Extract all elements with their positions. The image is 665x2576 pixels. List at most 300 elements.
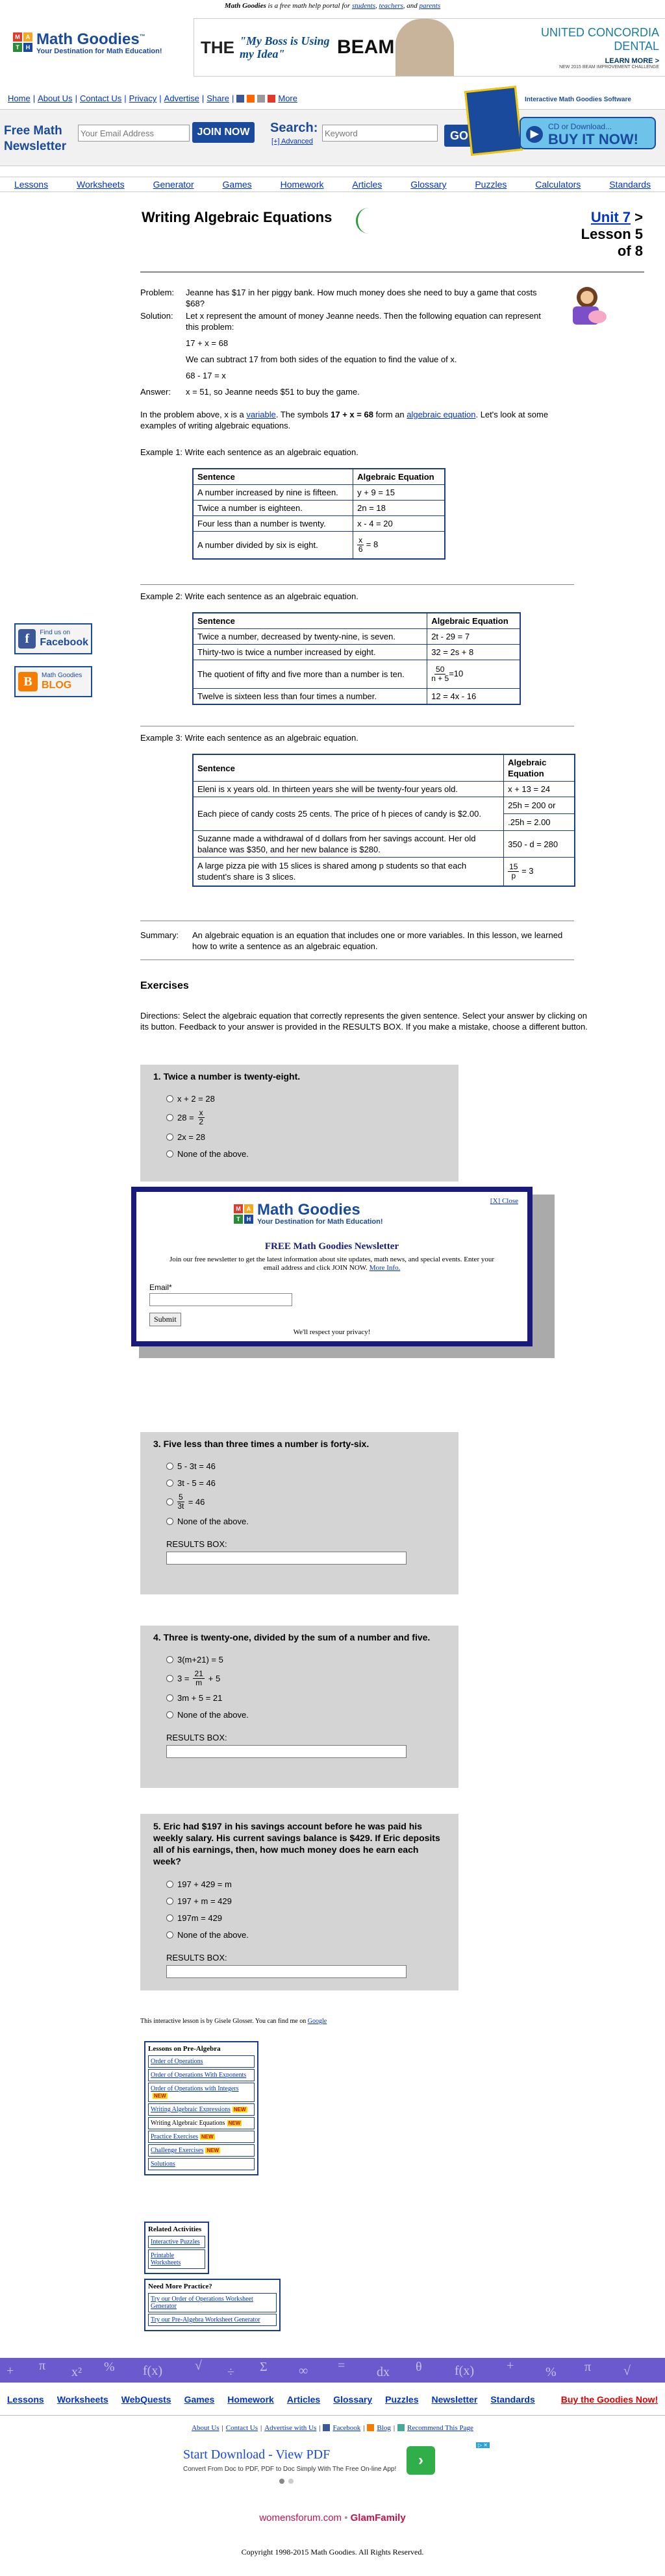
table-cell bbox=[504, 858, 575, 886]
radio-button[interactable] bbox=[166, 1463, 173, 1470]
bottom-menu-articles[interactable]: Articles bbox=[286, 2394, 321, 2405]
practice-link[interactable]: Try our Pre-Algebra Worksheet Generator bbox=[148, 2314, 277, 2326]
lesson-of-total: of 8 bbox=[617, 243, 643, 259]
footer-about-link[interactable]: About Us bbox=[192, 2424, 220, 2432]
lesson-link[interactable]: Solutions bbox=[148, 2158, 255, 2170]
related-activities-box bbox=[144, 2222, 209, 2274]
exercise-3-question: 3. Five less than three times a number is forty-six. bbox=[153, 1439, 370, 1449]
table-cell: Each piece of candy costs 25 cents. The price of h pieces of candy is $2.00. bbox=[193, 797, 504, 831]
site-logo[interactable] bbox=[13, 29, 162, 55]
unit-arrow: > bbox=[631, 209, 643, 225]
facebook-button[interactable] bbox=[14, 623, 92, 654]
newsletter-title bbox=[4, 123, 66, 155]
blog-icon bbox=[367, 2424, 374, 2431]
footer-advertise-link[interactable]: Advertise with Us bbox=[264, 2424, 317, 2432]
ad-quote: "My Boss is Using my Idea" bbox=[240, 34, 330, 60]
modal-email-input[interactable] bbox=[149, 1293, 292, 1306]
option-label: + 5 bbox=[208, 1674, 221, 1683]
newsletter-modal bbox=[131, 1187, 533, 1346]
newsletter-title-line1: Free Math bbox=[4, 124, 62, 138]
software-box-image[interactable] bbox=[464, 86, 523, 156]
variable-link[interactable]: variable bbox=[246, 410, 276, 419]
example-1 bbox=[140, 447, 574, 560]
frac-num: 15 bbox=[509, 861, 518, 871]
footer-recommend-link[interactable]: Recommend This Page bbox=[407, 2424, 473, 2432]
related-heading: Related Activities bbox=[148, 2225, 202, 2233]
intro-paragraph bbox=[140, 409, 556, 431]
svg-text:=: = bbox=[338, 2359, 345, 2373]
table-row bbox=[193, 858, 575, 886]
google-link[interactable]: Google bbox=[307, 2018, 327, 2025]
blog-icon: B bbox=[18, 672, 38, 691]
answer-text: x = 51, so Jeanne needs $51 to buy the game. bbox=[186, 387, 360, 397]
option-label: None of the above. bbox=[177, 1929, 249, 1940]
frac-den: 3t bbox=[177, 1502, 184, 1511]
womensforum-link[interactable]: womensforum.com bbox=[259, 2512, 342, 2523]
logo-title: Math Goodies bbox=[36, 31, 140, 48]
tagline-parents-link[interactable]: parents bbox=[419, 2, 441, 10]
exercise-1-option-c[interactable] bbox=[166, 1130, 445, 1143]
ad-sponsor-line1: UNITED CONCORDIA bbox=[540, 25, 659, 39]
fraction bbox=[193, 1670, 204, 1687]
advanced-search-link[interactable]: [+] Advanced bbox=[271, 138, 313, 145]
option-label: 3m + 5 = 21 bbox=[177, 1692, 223, 1703]
lesson-link[interactable]: Order of Operations with Integers bbox=[151, 2085, 239, 2092]
author-credit bbox=[140, 2018, 327, 2025]
buy-it-now-button[interactable] bbox=[520, 117, 656, 149]
lesson-link[interactable]: Order of Operations With Exponents bbox=[148, 2069, 255, 2081]
problem-section bbox=[140, 287, 556, 431]
footer-contact-link[interactable]: Contact Us bbox=[225, 2424, 258, 2432]
blog-line2: BLOG bbox=[42, 680, 72, 691]
table-cell: 12 = 4x - 16 bbox=[427, 689, 520, 705]
table-cell: Thirty-two is twice a number increased by eight. bbox=[193, 645, 427, 660]
radio-button[interactable] bbox=[166, 1133, 173, 1141]
summary bbox=[140, 930, 574, 952]
nav-share-link[interactable]: Share bbox=[207, 93, 229, 103]
nav-more-link[interactable]: More bbox=[278, 93, 297, 103]
nav-advertise-link[interactable]: Advertise bbox=[164, 93, 199, 103]
exercise-3-option-b[interactable] bbox=[166, 1476, 445, 1489]
radio-button[interactable] bbox=[166, 1518, 173, 1525]
logo-subtitle: Your Destination for Math Education! bbox=[36, 47, 162, 55]
credit-text: This interactive lesson is by Gisele Glosser. You can find me on bbox=[140, 2018, 308, 2025]
eq-rest: = 3 bbox=[521, 865, 534, 876]
table-cell: x - 4 = 20 bbox=[353, 516, 445, 532]
exercise-4-option-b[interactable] bbox=[166, 1670, 445, 1687]
table-row bbox=[193, 645, 520, 660]
table-cell: 2t - 29 = 7 bbox=[427, 629, 520, 645]
radio-button[interactable] bbox=[166, 1114, 173, 1121]
table-cell: A number divided by six is eight. bbox=[193, 532, 353, 559]
nav-about-link[interactable]: About Us bbox=[38, 93, 73, 103]
modal-privacy-note: We'll respect your privacy! bbox=[293, 1328, 371, 1336]
exercise-4-option-d[interactable] bbox=[166, 1708, 445, 1721]
facebook-line1: Find us on bbox=[40, 629, 71, 636]
svg-text:dx: dx bbox=[377, 2365, 390, 2379]
practice-heading: Need More Practice? bbox=[148, 2283, 212, 2290]
logo-squares-icon: M A T H bbox=[234, 1204, 253, 1224]
radio-button[interactable] bbox=[166, 1656, 173, 1663]
fraction bbox=[508, 863, 519, 880]
partner-network: womensforum.com • GlamFamily bbox=[259, 2512, 406, 2523]
exercise-1 bbox=[140, 1065, 458, 1182]
tagline-text: is a free math help portal for bbox=[266, 2, 352, 10]
frac-num: x bbox=[199, 1108, 203, 1117]
copyright: Copyright 1998-2015 Math Goodies. All Rights Reserved. bbox=[241, 2547, 424, 2557]
practice-link[interactable]: Try our Order of Operations Worksheet Generator bbox=[148, 2293, 277, 2312]
footer-ad-title[interactable]: Start Download - View PDF bbox=[183, 2447, 331, 2462]
radio-button[interactable] bbox=[166, 1095, 173, 1102]
chevron-right-icon[interactable]: › bbox=[407, 2446, 435, 2475]
frac-den: p bbox=[511, 871, 516, 880]
table-row bbox=[193, 629, 520, 645]
radio-button[interactable] bbox=[166, 1498, 173, 1505]
example-1-table bbox=[192, 468, 445, 560]
fraction bbox=[357, 536, 364, 554]
tagline-brand: Math Goodies bbox=[224, 2, 266, 10]
svg-text:π: π bbox=[39, 2359, 46, 2373]
email-icon[interactable] bbox=[257, 95, 265, 103]
footer-blog-link[interactable]: Blog bbox=[377, 2424, 391, 2432]
menu-glossary[interactable]: Glossary bbox=[410, 179, 447, 190]
footer-ad[interactable] bbox=[175, 2441, 490, 2485]
svg-text:÷: ÷ bbox=[227, 2365, 234, 2379]
facebook-icon[interactable] bbox=[236, 95, 244, 103]
table-row bbox=[193, 660, 520, 689]
table-cell: Suzanne made a withdrawal of d dollars from her savings account. Her old balance was $350, and her new balance is $280. bbox=[193, 831, 504, 858]
table-cell: Eleni is x years old. In thirteen years she will be twenty-four years old. bbox=[193, 782, 504, 797]
example-3-label: Example 3: bbox=[140, 733, 183, 743]
bottom-menu-puzzles[interactable]: Puzzles bbox=[385, 2394, 419, 2405]
lesson-link-with-badge[interactable] bbox=[148, 2103, 255, 2116]
ad-fineprint: NEW 2015 BEAM IMPROVEMENT CHALLENGE bbox=[559, 64, 659, 69]
radio-button[interactable] bbox=[166, 1881, 173, 1888]
exercise-1-question: 1. Twice a number is twenty-eight. bbox=[153, 1071, 301, 1082]
related-link[interactable]: Printable Worksheets bbox=[148, 2249, 205, 2269]
lesson-link-with-badge[interactable] bbox=[148, 2144, 255, 2157]
example-3-prompt: Write each sentence as an algebraic equation. bbox=[184, 733, 358, 743]
exercise-1-option-d[interactable] bbox=[166, 1147, 445, 1160]
answer-label: Answer: bbox=[140, 387, 171, 397]
equation-2: 68 - 17 = x bbox=[186, 371, 226, 380]
solution-text: Let x represent the amount of money Jeanne needs. Then the following equation can represent this problem: bbox=[186, 311, 541, 332]
radio-button[interactable] bbox=[166, 1711, 173, 1718]
fraction bbox=[198, 1109, 205, 1126]
title-decoration-icon bbox=[356, 208, 369, 234]
solution-label: Solution: bbox=[140, 311, 173, 321]
table-header: Algebraic Equation bbox=[427, 613, 520, 629]
bottom-menu-newsletter[interactable]: Newsletter bbox=[431, 2394, 478, 2405]
fraction bbox=[177, 1493, 184, 1511]
search-go-button[interactable]: GO bbox=[444, 125, 474, 147]
modal-submit-button[interactable]: Submit bbox=[149, 1313, 181, 1326]
modal-close-button[interactable]: [X] Close bbox=[490, 1197, 518, 1205]
page-title: Writing Algebraic Equations bbox=[142, 209, 332, 225]
menu-lessons[interactable]: Lessons bbox=[14, 179, 49, 190]
table-cell: Four less than a number is twenty. bbox=[193, 516, 353, 532]
table-cell: The quotient of fifty and five more than a number is ten. bbox=[193, 660, 427, 689]
table-header: Sentence bbox=[193, 469, 353, 485]
intro-b: . The symbols bbox=[275, 410, 331, 419]
exercise-4-question: 4. Three is twenty-one, divided by the sum of a number and five. bbox=[153, 1632, 431, 1642]
option-label: 28 = bbox=[177, 1113, 194, 1122]
lesson-link[interactable]: Practice Exercises bbox=[151, 2133, 199, 2140]
svg-text:+: + bbox=[6, 2364, 14, 2378]
recommend-icon bbox=[397, 2424, 405, 2431]
tagline-teachers-link[interactable]: teachers bbox=[379, 2, 403, 10]
table-row bbox=[193, 782, 575, 797]
table-cell: y + 9 = 15 bbox=[353, 485, 445, 501]
unit-link[interactable]: Unit 7 bbox=[590, 209, 631, 225]
bottom-menu bbox=[0, 2394, 665, 2405]
carousel-dot[interactable] bbox=[288, 2479, 294, 2484]
math-symbols-decoration bbox=[0, 2358, 665, 2383]
lesson-link-with-badge[interactable] bbox=[148, 2131, 255, 2143]
option-label: 2x = 28 bbox=[177, 1132, 206, 1142]
exercise-3-option-a[interactable] bbox=[166, 1459, 445, 1472]
lesson-current: Writing Algebraic Equations bbox=[151, 2120, 225, 2127]
svg-text:f(x): f(x) bbox=[143, 2364, 162, 2378]
table-cell bbox=[427, 660, 520, 689]
facebook-icon: f bbox=[18, 629, 36, 649]
new-badge: NEW bbox=[154, 2093, 166, 2099]
menu-puzzles[interactable]: Puzzles bbox=[475, 179, 507, 190]
join-now-button[interactable]: JOIN NOW bbox=[192, 122, 255, 143]
rss-icon[interactable] bbox=[247, 95, 255, 103]
search-keyword-input[interactable] bbox=[322, 125, 438, 142]
solution-text-2: We can subtract 17 from both sides of the equation to find the value of x. bbox=[186, 354, 457, 364]
menu-worksheets[interactable]: Worksheets bbox=[77, 179, 125, 190]
table-row bbox=[193, 501, 445, 516]
frac-den: n + 5 bbox=[431, 674, 449, 683]
logo-squares-icon: M A T H bbox=[13, 32, 32, 52]
lesson-position bbox=[571, 209, 643, 260]
exercise-5 bbox=[140, 1814, 458, 1990]
table-cell: Twice a number is eighteen. bbox=[193, 501, 353, 516]
exercises-heading: Exercises bbox=[140, 980, 189, 991]
bottom-menu-lessons[interactable]: Lessons bbox=[6, 2394, 44, 2405]
radio-button[interactable] bbox=[166, 1898, 173, 1905]
table-cell bbox=[504, 797, 575, 831]
exercise-5-option-b[interactable] bbox=[166, 1894, 445, 1907]
svg-text:x²: x² bbox=[71, 2365, 82, 2379]
frac-den: 2 bbox=[199, 1117, 204, 1126]
exercise-5-option-d[interactable] bbox=[166, 1928, 445, 1941]
tagline-students-link[interactable]: students bbox=[351, 2, 376, 10]
svg-text:∞: ∞ bbox=[299, 2364, 308, 2378]
bottom-menu-webquests[interactable]: WebQuests bbox=[121, 2394, 171, 2405]
svg-text:√: √ bbox=[195, 2359, 202, 2373]
top-tagline: Math Goodies is a free math help portal for students, teachers, and parents bbox=[224, 2, 441, 10]
svg-text:π: π bbox=[584, 2360, 592, 2374]
table-row bbox=[193, 532, 445, 559]
table-cell: 32 = 2s + 8 bbox=[427, 645, 520, 660]
lesson-link[interactable]: Writing Algebraic Expressions bbox=[151, 2106, 231, 2113]
nav-home-link[interactable]: Home bbox=[8, 93, 31, 103]
radio-button[interactable] bbox=[166, 1150, 173, 1158]
related-link[interactable]: Interactive Puzzles bbox=[148, 2236, 205, 2248]
menu-homework[interactable]: Homework bbox=[280, 179, 324, 190]
cd-download-label: CD or Download... bbox=[548, 122, 612, 131]
intro-c: form an bbox=[373, 410, 407, 419]
exercise-1-option-a[interactable] bbox=[166, 1092, 445, 1105]
frac-num: 5 bbox=[179, 1492, 183, 1502]
option-label: 197m = 429 bbox=[177, 1913, 223, 1923]
bottom-menu-worksheets[interactable]: Worksheets bbox=[56, 2394, 108, 2405]
option-label: 3t - 5 = 46 bbox=[177, 1478, 216, 1488]
option-label: None of the above. bbox=[177, 1516, 249, 1526]
candy-eq-alt: .25h = 2.00 bbox=[508, 817, 551, 827]
exercise-3 bbox=[140, 1432, 458, 1594]
lesson-number: Lesson 5 bbox=[581, 226, 643, 242]
table-cell: x + 13 = 24 bbox=[504, 782, 575, 797]
radio-button[interactable] bbox=[166, 1931, 173, 1938]
radio-button[interactable] bbox=[166, 1675, 173, 1682]
modal-title: FREE Math Goodies Newsletter bbox=[264, 1241, 399, 1252]
facebook-line2: Facebook bbox=[40, 637, 88, 648]
modal-logo-subtitle: Your Destination for Math Education! bbox=[257, 1218, 383, 1226]
top-ad-banner[interactable] bbox=[194, 18, 665, 77]
exercise-3-option-c[interactable] bbox=[166, 1493, 445, 1511]
results-box[interactable] bbox=[166, 1965, 407, 1978]
option-label: 5 - 3t = 46 bbox=[177, 1461, 216, 1471]
bottom-menu-homework[interactable]: Homework bbox=[227, 2394, 274, 2405]
svg-text:f(x): f(x) bbox=[455, 2364, 474, 2378]
menu-standards[interactable]: Standards bbox=[609, 179, 651, 190]
svg-text:%: % bbox=[546, 2365, 557, 2379]
table-row bbox=[193, 797, 575, 831]
radio-button[interactable] bbox=[166, 1480, 173, 1487]
option-label: x + 2 = 28 bbox=[177, 1093, 215, 1104]
option-label: None of the above. bbox=[177, 1709, 249, 1720]
nav-contact-link[interactable]: Contact Us bbox=[79, 93, 122, 103]
radio-button[interactable] bbox=[166, 1914, 173, 1922]
table-cell bbox=[353, 532, 445, 559]
modal-logo-title: Math Goodies bbox=[257, 1201, 360, 1219]
table-cell: 350 - d = 280 bbox=[504, 831, 575, 858]
frac-den: 6 bbox=[358, 544, 363, 554]
modal-text bbox=[162, 1256, 501, 1272]
new-badge: NEW bbox=[207, 2148, 220, 2153]
menu-generator[interactable]: Generator bbox=[153, 179, 194, 190]
bottom-menu-standards[interactable]: Standards bbox=[490, 2394, 535, 2405]
problem-label: Problem: bbox=[140, 288, 175, 297]
option-label: 197 + m = 429 bbox=[177, 1896, 232, 1906]
nav-privacy-link[interactable]: Privacy bbox=[129, 93, 157, 103]
menu-articles[interactable]: Articles bbox=[352, 179, 383, 190]
section-divider bbox=[140, 584, 574, 585]
exercise-4-option-c[interactable] bbox=[166, 1691, 445, 1704]
intro-d: . Let's look at some examples of writing algebraic equations. bbox=[140, 410, 549, 430]
ad-choices-icon[interactable]: ▷ ✕ bbox=[476, 2442, 490, 2448]
menu-calculators[interactable]: Calculators bbox=[535, 179, 581, 190]
bottom-menu-games[interactable]: Games bbox=[184, 2394, 215, 2405]
results-box[interactable] bbox=[166, 1552, 407, 1565]
exercise-1-option-b[interactable] bbox=[166, 1109, 445, 1126]
summary-label: Summary: bbox=[140, 930, 179, 940]
eq-rest: =10 bbox=[449, 668, 464, 678]
exercise-5-question: 5. Eric had $197 in his savings account before he was paid his weekly salary. His current savings balance is $429. If Eric deposits all of his earnings, then, how much money does he earn each week? bbox=[153, 1821, 440, 1866]
results-box[interactable] bbox=[166, 1745, 407, 1758]
modal-more-info-link[interactable]: More Info. bbox=[369, 1264, 401, 1272]
bottom-buy-link[interactable]: Buy the Goodies Now! bbox=[560, 2394, 659, 2405]
ad-the: THE bbox=[201, 37, 234, 57]
option-label: 3(m+21) = 5 bbox=[177, 1654, 223, 1665]
equation-1: 17 + x = 68 bbox=[186, 338, 229, 348]
exercise-5-option-c[interactable] bbox=[166, 1911, 445, 1924]
footer-ad-subtitle: Convert From Doc to PDF, PDF to Doc Simply With The Free On-line App! bbox=[183, 2466, 397, 2473]
top-nav: Home | About Us | Contact Us | Privacy | Advertise | Share | More bbox=[8, 93, 297, 103]
intro-symbols: 17 + x = 68 bbox=[331, 410, 373, 419]
lessons-heading: Lessons on Pre-Algebra bbox=[148, 2045, 221, 2053]
table-cell: 2n = 18 bbox=[353, 501, 445, 516]
example-2 bbox=[140, 591, 574, 705]
exercise-3-option-d[interactable] bbox=[166, 1515, 445, 1528]
lesson-current-with-badge bbox=[148, 2117, 255, 2129]
intro-a: In the problem above, x is a bbox=[140, 410, 247, 419]
eq-rest: = 8 bbox=[366, 539, 379, 549]
new-badge: NEW bbox=[201, 2134, 214, 2140]
ad-learn-more[interactable]: LEARN MORE > bbox=[605, 56, 659, 65]
option-label: 197 + 429 = m bbox=[177, 1879, 232, 1889]
newsletter-email-input[interactable] bbox=[78, 125, 190, 142]
blog-button[interactable] bbox=[14, 666, 92, 697]
table-cell: A number increased by nine is fifteen. bbox=[193, 485, 353, 501]
table-row bbox=[193, 831, 575, 858]
play-icon: ▶ bbox=[526, 126, 543, 143]
bottom-menu-glossary[interactable]: Glossary bbox=[333, 2394, 373, 2405]
example-3-table bbox=[192, 754, 575, 887]
table-cell: Twice a number, decreased by twenty-nine, is seven. bbox=[193, 629, 427, 645]
lesson-link[interactable]: Challenge Exercises bbox=[151, 2147, 204, 2154]
girl-piggy-bank-image bbox=[566, 287, 608, 328]
table-header: Algebraic Equation bbox=[353, 469, 445, 485]
option-label: = 46 bbox=[188, 1497, 205, 1507]
svg-text:√: √ bbox=[623, 2364, 631, 2378]
pre-algebra-lessons-box bbox=[144, 2041, 258, 2175]
carousel-dot[interactable] bbox=[279, 2479, 284, 2484]
frac-num: 50 bbox=[436, 665, 445, 674]
ad-brand: BEAM bbox=[337, 36, 395, 58]
results-label: RESULTS BOX: bbox=[166, 1733, 227, 1742]
example-2-table bbox=[192, 612, 521, 705]
exercise-5-option-a[interactable] bbox=[166, 1877, 445, 1890]
footer-links: About Us | Contact Us | Advertise with Us | Facebook | Blog | Recommend This Page bbox=[192, 2424, 473, 2432]
new-badge: NEW bbox=[228, 2120, 241, 2126]
glamfamily-link[interactable]: GlamFamily bbox=[350, 2512, 406, 2523]
svg-text:θ: θ bbox=[416, 2360, 422, 2374]
option-label: 3 = bbox=[177, 1674, 190, 1683]
facebook-icon bbox=[323, 2424, 330, 2431]
logo-tm: ™ bbox=[139, 33, 145, 40]
radio-button[interactable] bbox=[166, 1694, 173, 1702]
lesson-link-with-badge[interactable] bbox=[148, 2083, 255, 2102]
menu-games[interactable]: Games bbox=[222, 179, 252, 190]
modal-logo bbox=[234, 1202, 383, 1226]
footer-facebook-link[interactable]: Facebook bbox=[332, 2424, 361, 2432]
algebraic-equation-link[interactable]: algebraic equation bbox=[407, 410, 476, 419]
exercise-4 bbox=[140, 1626, 458, 1788]
example-2-prompt: Write each sentence as an algebraic equation. bbox=[184, 591, 358, 601]
lesson-link[interactable]: Order of Operations bbox=[148, 2055, 255, 2068]
search-label: Search: bbox=[270, 121, 318, 135]
share-plus-icon[interactable] bbox=[268, 95, 275, 103]
new-badge: NEW bbox=[233, 2107, 246, 2112]
candy-eq: 25h = 200 or bbox=[504, 797, 574, 814]
exercise-4-option-a[interactable] bbox=[166, 1653, 445, 1666]
title-divider bbox=[140, 271, 644, 273]
